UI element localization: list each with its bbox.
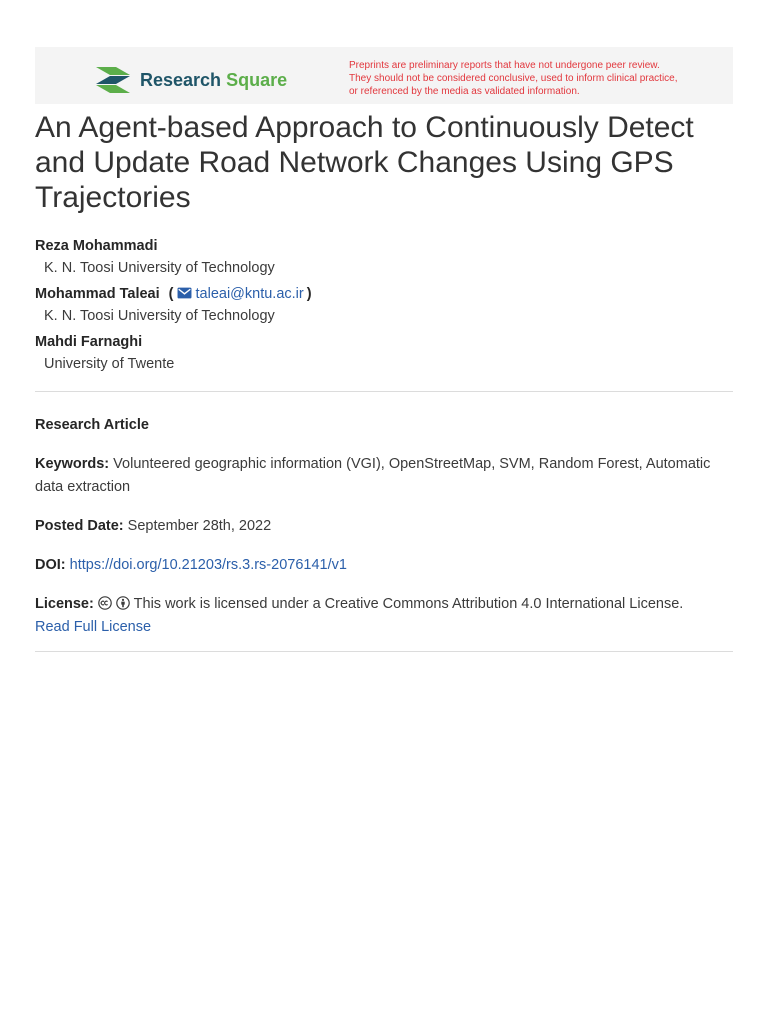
cc-icon-letter: [101, 601, 104, 605]
author-name-row: [35, 331, 733, 353]
doi-label: DOI:: [35, 557, 66, 573]
license-row: [35, 593, 733, 639]
author-affiliation: K. N. Toosi University of Technology: [44, 308, 275, 324]
posted-date-row: [35, 515, 733, 538]
article-type-row: [35, 414, 733, 437]
author-entry: [35, 283, 733, 327]
brand-word-square: Square: [226, 70, 288, 90]
email-open-paren: (: [168, 286, 174, 302]
email-close-paren: ): [306, 286, 312, 302]
by-icon-body: [121, 602, 124, 608]
paper-title: An Agent-based Approach to Continuously Detect and Update Road Network Changes Using GPS Trajectories: [35, 111, 694, 214]
keywords-value: Volunteered geographic information (VGI), OpenStreetMap, SVM, Random Forest, Automatic data extraction: [35, 456, 711, 495]
doi-link[interactable]: https://doi.org/10.21203/rs.3.rs-2076141/v1: [69, 557, 347, 573]
logo-stripe-bottom: [96, 85, 130, 93]
author-entry: [35, 331, 733, 375]
license-text: This work is licensed under a Creative Commons Attribution 4.0 International License.: [133, 596, 684, 612]
posted-date-label: Posted Date:: [35, 518, 124, 534]
cover-content: [35, 47, 733, 652]
read-full-license-link[interactable]: Read Full License: [35, 619, 152, 635]
article-metadata: [35, 392, 733, 639]
attribution-icon: [116, 596, 130, 610]
corresponding-email: [169, 286, 312, 302]
author-email-link[interactable]: taleai@kntu.ac.ir: [195, 286, 304, 302]
creative-commons-icon: [98, 596, 112, 610]
author-name-row: [35, 283, 733, 305]
research-square-wordmark: [140, 69, 287, 91]
license-label: License:: [35, 596, 94, 612]
research-square-logo-icon: [95, 65, 131, 95]
cc-icon-letter: [105, 601, 108, 605]
author-name: Mahdi Farnaghi: [35, 334, 143, 350]
peer-review-disclaimer: [349, 59, 678, 98]
disclaimer-line: or referenced by the media as validated information.: [349, 86, 580, 97]
disclaimer-line: Preprints are preliminary reports that have not undergone peer review.: [349, 60, 660, 71]
keywords-label: Keywords:: [35, 456, 110, 472]
author-name: Reza Mohammadi: [35, 238, 158, 254]
posted-date-value: September 28th, 2022: [127, 518, 272, 534]
author-name: Mohammad Taleai: [35, 286, 160, 302]
doi-row: [35, 554, 733, 577]
author-affiliation: K. N. Toosi University of Technology: [44, 260, 275, 276]
author-list: [35, 235, 733, 375]
by-icon-head: [122, 599, 124, 601]
keywords-row: [35, 453, 733, 499]
envelope-icon: [177, 287, 192, 299]
section-divider: [35, 651, 733, 652]
logo-stripe-top: [96, 67, 130, 75]
author-entry: [35, 235, 733, 279]
disclaimer-line: They should not be considered conclusive, used to inform clinical practice,: [349, 73, 678, 84]
author-name-row: [35, 235, 733, 257]
preprint-banner: [35, 47, 733, 104]
article-type: Research Article: [35, 417, 149, 433]
brand-word-research: Research: [140, 70, 222, 90]
author-affiliation: University of Twente: [44, 356, 175, 372]
logo-stripe-middle: [96, 76, 130, 84]
